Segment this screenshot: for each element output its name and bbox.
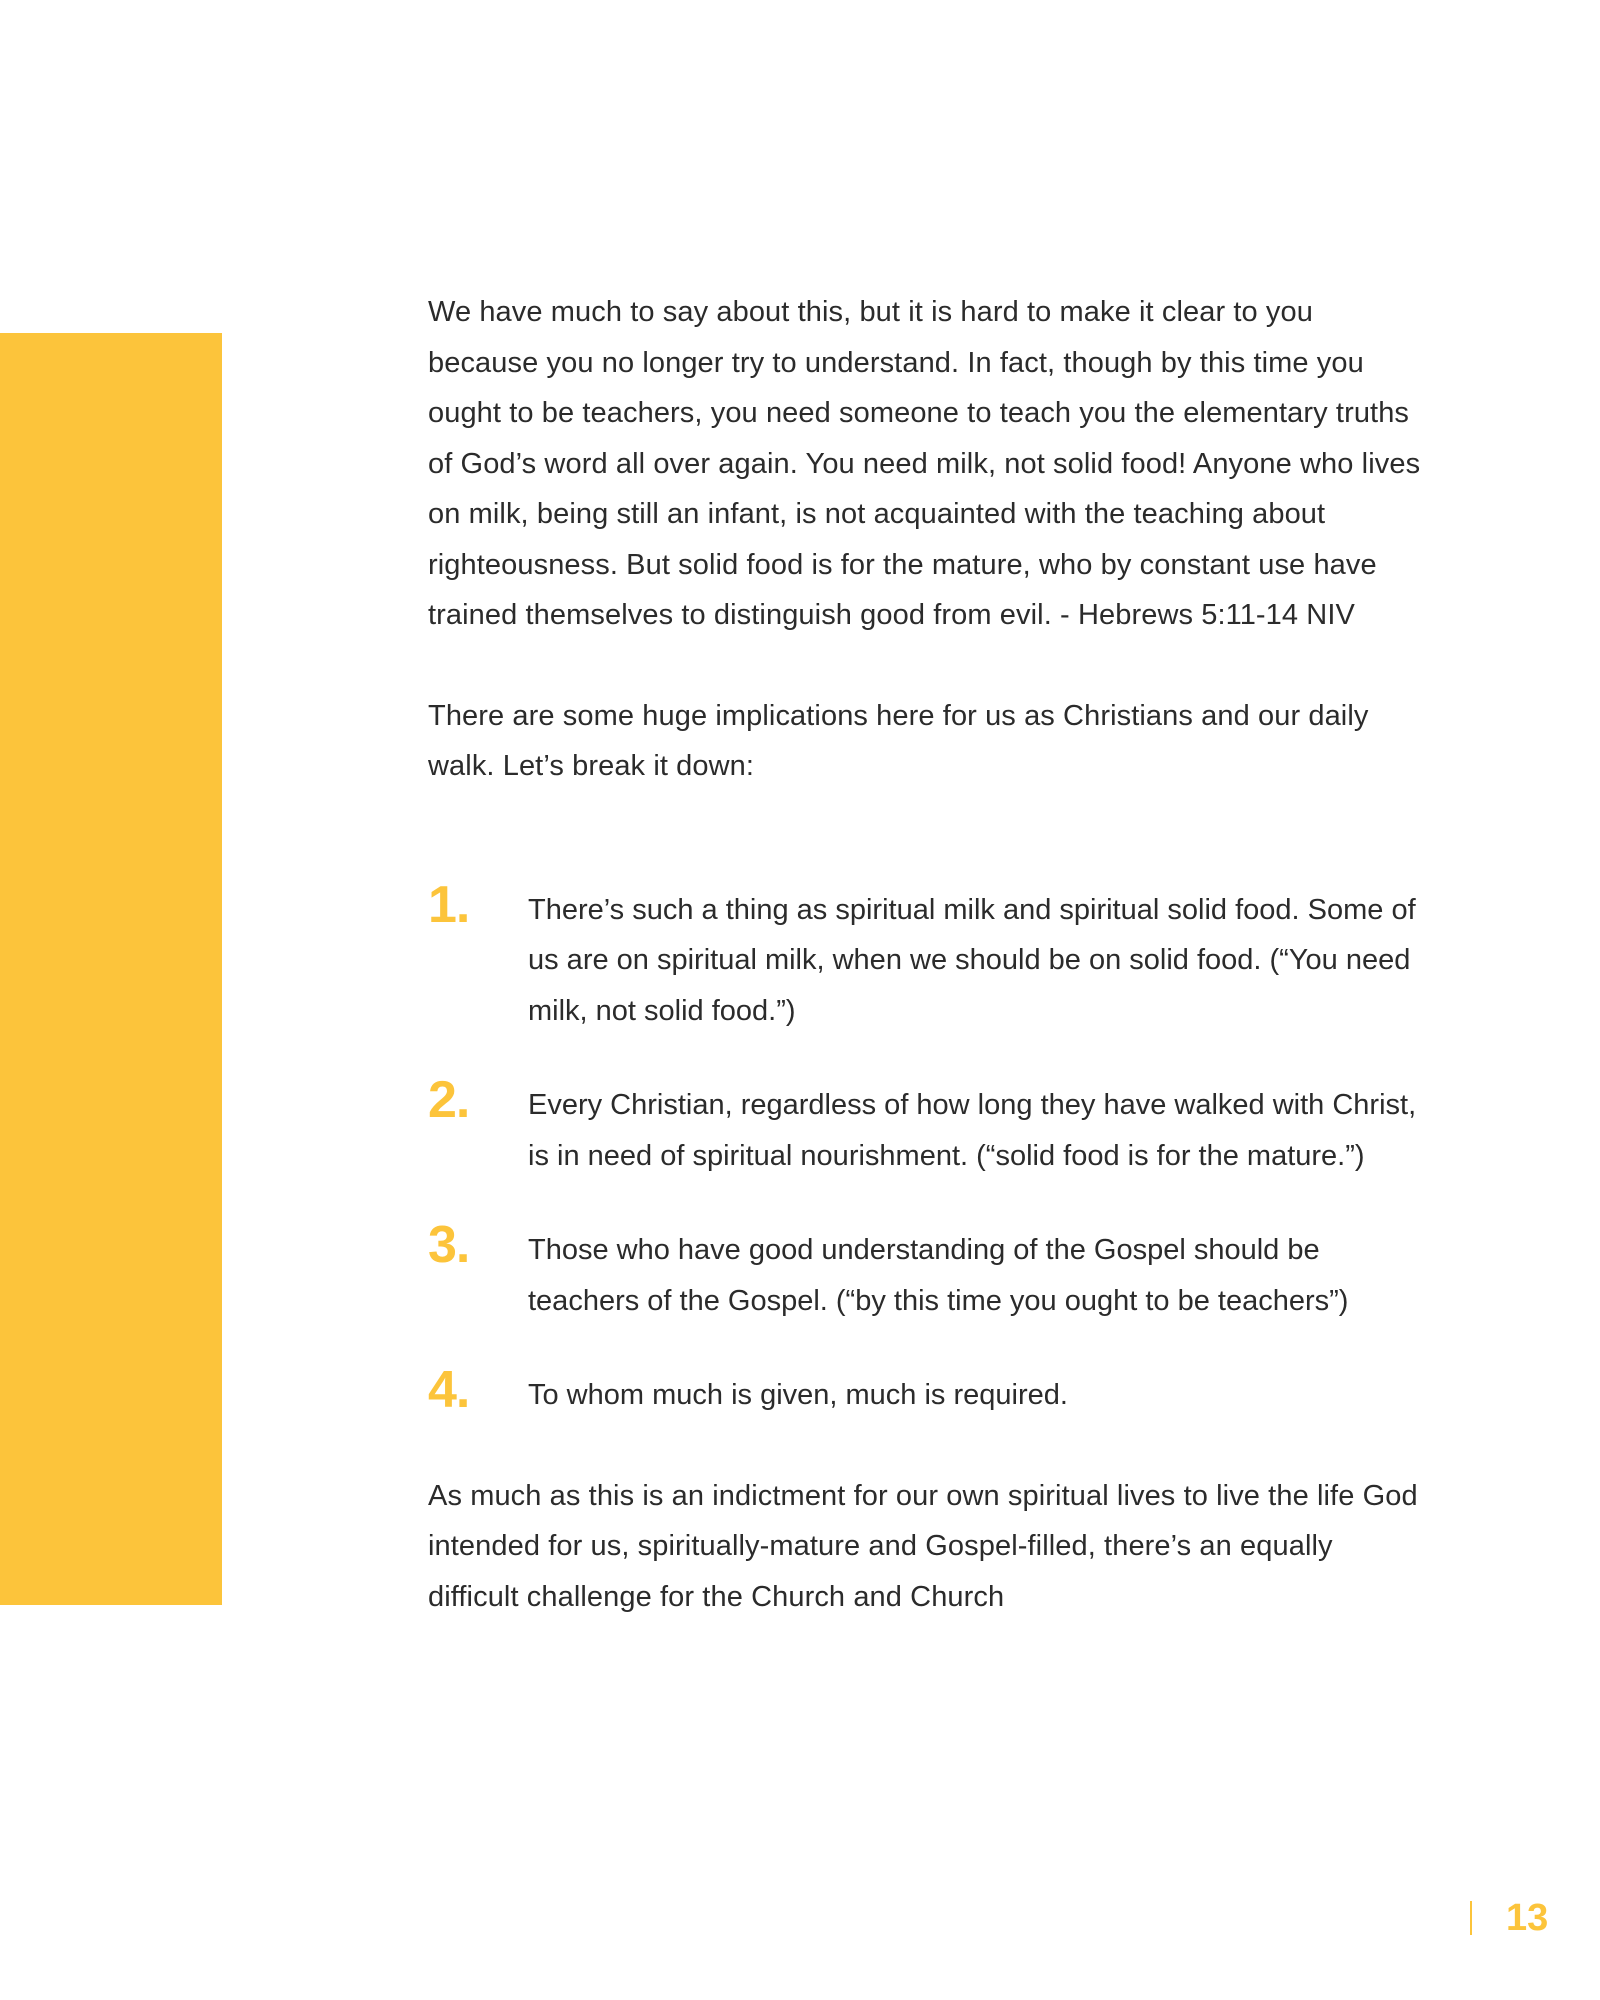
page-content — [428, 287, 1428, 1622]
list-item-text: To whom much is given, much is required. — [528, 1379, 1068, 1411]
intro-paragraph: There are some huge implications here for us as Christians and our daily walk. Let’s break it down: — [428, 699, 1369, 782]
list-number: 1. — [428, 875, 470, 934]
list-item-text: Those who have good understanding of the Gospel should be teachers of the Gospel. (“by this time you ought to be teachers”) — [528, 1234, 1349, 1317]
footer-divider — [1470, 1901, 1472, 1935]
list-number: 3. — [428, 1216, 470, 1274]
closing-paragraph: As much as this is an indictment for our own spiritual lives to live the life God intended for us, spiritually-mature and Gospel-filled, there’s an equally difficult challenge for the Church and Church — [428, 1479, 1418, 1613]
decorative-side-bar — [0, 333, 222, 1605]
list-item-text: Every Christian, regardless of how long they have walked with Christ, is in need of spiritual nourishment. (“solid food is for the mature.”) — [528, 1089, 1417, 1172]
list-item — [428, 1216, 1428, 1326]
list-number: 2. — [428, 1071, 470, 1129]
list-item — [428, 1071, 1428, 1181]
page-number: 13 — [1506, 1896, 1549, 1939]
list-item — [428, 875, 1428, 1037]
list-item — [428, 1361, 1428, 1421]
implications-list — [428, 875, 1428, 1421]
page-footer — [1470, 1888, 1548, 1948]
list-item-text: There’s such a thing as spiritual milk and spiritual solid food. Some of us are on spiritual milk, when we should be on solid food. (“You need milk, not solid food.”) — [528, 893, 1416, 1027]
list-number: 4. — [428, 1361, 470, 1419]
scripture-paragraph: We have much to say about this, but it is hard to make it clear to you because you no longer try to understand. In fact, though by this time you ought to be teachers, you need someone to teach you the elementary truths of God’s word all over again. You need milk, not solid food! Anyone who lives on milk, being still an infant, is not acquainted with the teaching about righteousness. But solid food is for the mature, who by constant use have trained themselves to distinguish good from evil. - Hebrews 5:11-14 NIV — [428, 296, 1421, 631]
